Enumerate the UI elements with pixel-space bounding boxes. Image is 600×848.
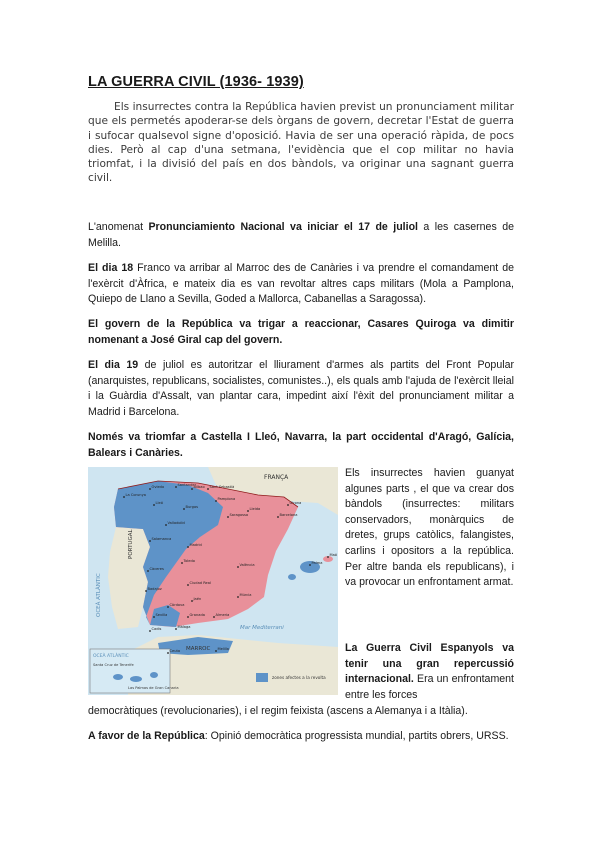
p2-b: Franco va arribar al Marroc des de Canàries i va prendre el comandament de l'exèrcit d'Àfrica, e mateix dia es van revoltar altres caps militars (Mola a Pamplona, Quiepo de Llano a Sevilla, Goded a Mallorca, Cabanellas a Saragossa).	[88, 262, 514, 306]
map-label-legend: zones afectes a la revolta	[272, 675, 326, 680]
map-city-label: Ciudad Real	[189, 581, 211, 585]
map-eivissa	[288, 574, 296, 580]
map-label-inset-b: Santa Cruz de Tenerife	[93, 663, 134, 667]
paragraph-government	[88, 317, 514, 348]
map-city-label: Pamplona	[217, 497, 236, 501]
p2-a: El dia 18	[88, 262, 134, 274]
paragraph-triumph	[88, 430, 514, 461]
map-city-label: Sevilla	[155, 613, 168, 617]
map-city-label: Oviedo	[151, 485, 165, 489]
map-label-inset-a: Las Palmas de Gran Canaria	[128, 686, 179, 690]
side2-a: La Guerra Civil Espanyols va tenir una gran repercussió internacional.	[345, 642, 514, 686]
map-city-label: Burgos	[185, 505, 199, 509]
map-canary-island-3	[150, 672, 158, 678]
side-paragraph-sides: Els insurrectes havien guanyat algunes parts , el que va crear dos bàndols (insurrectes: militars conservadors, monàrquics de dretes, grups catòlics, falangistes, carlins i opositors a la república. Per altre banda els republicans), i va provocar un enfrontament armat.	[345, 467, 514, 589]
map-city-label: Granada	[189, 613, 205, 617]
paragraph-pronunciamiento	[88, 220, 514, 251]
map-city-label: Badajoz	[147, 587, 162, 591]
map-label-inset-ocean: OCEÀ ATLÀNTIC	[93, 654, 129, 659]
p3-text: El govern de la República va trigar a reaccionar, Casares Quiroga va dimitir nomenant a José Giral cap del govern.	[88, 318, 514, 346]
p1-c: a les casernes de Melilla.	[88, 221, 514, 249]
map-city-label: València	[239, 563, 255, 567]
map-canary-island-1	[113, 674, 123, 680]
map-city-label: Maó	[329, 553, 338, 557]
map-legend-swatch	[256, 673, 268, 682]
map-city-label: Càceres	[149, 567, 164, 571]
p7-b: : Opinió democràtica progressista mundial, partits obrers, URSS.	[204, 730, 509, 742]
p4-a: El dia 19	[88, 359, 139, 371]
map-city-label: Barcelona	[279, 513, 298, 517]
map-city-label: Saragossa	[229, 513, 249, 517]
map-city-label: Múrcia	[239, 593, 252, 597]
paragraph-front-popular	[88, 358, 514, 420]
map-city-label: Jaén	[193, 597, 202, 601]
p1-a: L'anomenat	[88, 221, 149, 233]
map-label-morocco: MARROC	[186, 646, 211, 652]
map-city-label: Almeria	[215, 613, 230, 617]
paragraph-franco	[88, 261, 514, 308]
side-paragraph-repercussion	[345, 641, 514, 703]
map-city-label: Valladolid	[167, 521, 185, 525]
map-city-label: Còrdova	[169, 603, 185, 607]
map-label-ocean: OCEÀ ATLÀNTIC	[96, 573, 102, 617]
map-city-label: Cadis	[151, 627, 162, 631]
map-canary-island-2	[130, 676, 142, 682]
scanned-intro-paragraph: Els insurrectes contra la República havien previst un pronunciament militar que els permetés apoderar-se dels òrgans de govern, decretar l'Estat de guerra i sufocar qualsevol signe d'oposició. Havia de ser una operació ràpida, de pocs dies. Però al cap d'una setmana, l'evidència que el cop militar no havia triomfat, i la divisió del país en dos bàndols, va originar una sagnant guerra civil.	[88, 101, 514, 185]
map-city-label: Bilbao	[193, 485, 205, 489]
side2-b: Era un enfrontament entre les forces	[345, 673, 514, 701]
map-city-label: Melilla	[217, 647, 230, 651]
map-label-france: FRANÇA	[264, 474, 289, 481]
scanned-intro-text	[88, 100, 514, 196]
map-city-label: Ceuta	[169, 649, 181, 653]
p1-b: Pronunciamiento Nacional va iniciar el 17 de juliol	[148, 221, 418, 233]
paragraph-democratic-forces: democràtiques (revolucionaries), i el regim feixista (ascens a Alemanya i a Itàlia).	[88, 705, 468, 717]
map-city-label: Lleó	[155, 501, 163, 505]
paragraph-favor-republic	[88, 729, 514, 745]
map-city-label: La Corunya	[125, 493, 146, 497]
p7-a: A favor de la República	[88, 730, 205, 742]
map-city-label: Madrid	[189, 543, 202, 547]
map-city-label: Girona	[289, 501, 302, 505]
map-city-label: Sant Sebastià	[209, 485, 235, 489]
p5-text: Només va triomfar a Castella I Lleó, Navarra, la part occidental d'Aragó, Galícia, Balears i Canàries.	[88, 431, 514, 459]
map-label-med: Mar Mediterrani	[240, 625, 284, 631]
map-label-portugal: PORTUGAL	[128, 529, 134, 559]
spain-civil-war-map	[88, 467, 338, 695]
map-city-label: Màlaga	[177, 625, 191, 629]
p4-b: de juliol es autoritzar el lliurament d'armes als partits del Front Popular (anarquistes, republicans, socialistes, comunistes..), els quals amb l'ajuda de l'exèrcit lleial i la Guàrdia d'Assalt, van plantar cara, impedint així l'èxit del pronunciament militar a Madrid i Barcelona.	[88, 359, 514, 418]
map-city-label: Palma	[311, 561, 323, 565]
map-city-label: Lleida	[249, 507, 261, 511]
map-city-label: Santander	[177, 483, 197, 487]
map-city-label: Salamanca	[151, 537, 172, 541]
map-city-label: Toledo	[183, 559, 195, 563]
document-title: LA GUERRA CIVIL (1936- 1939)	[88, 74, 304, 90]
